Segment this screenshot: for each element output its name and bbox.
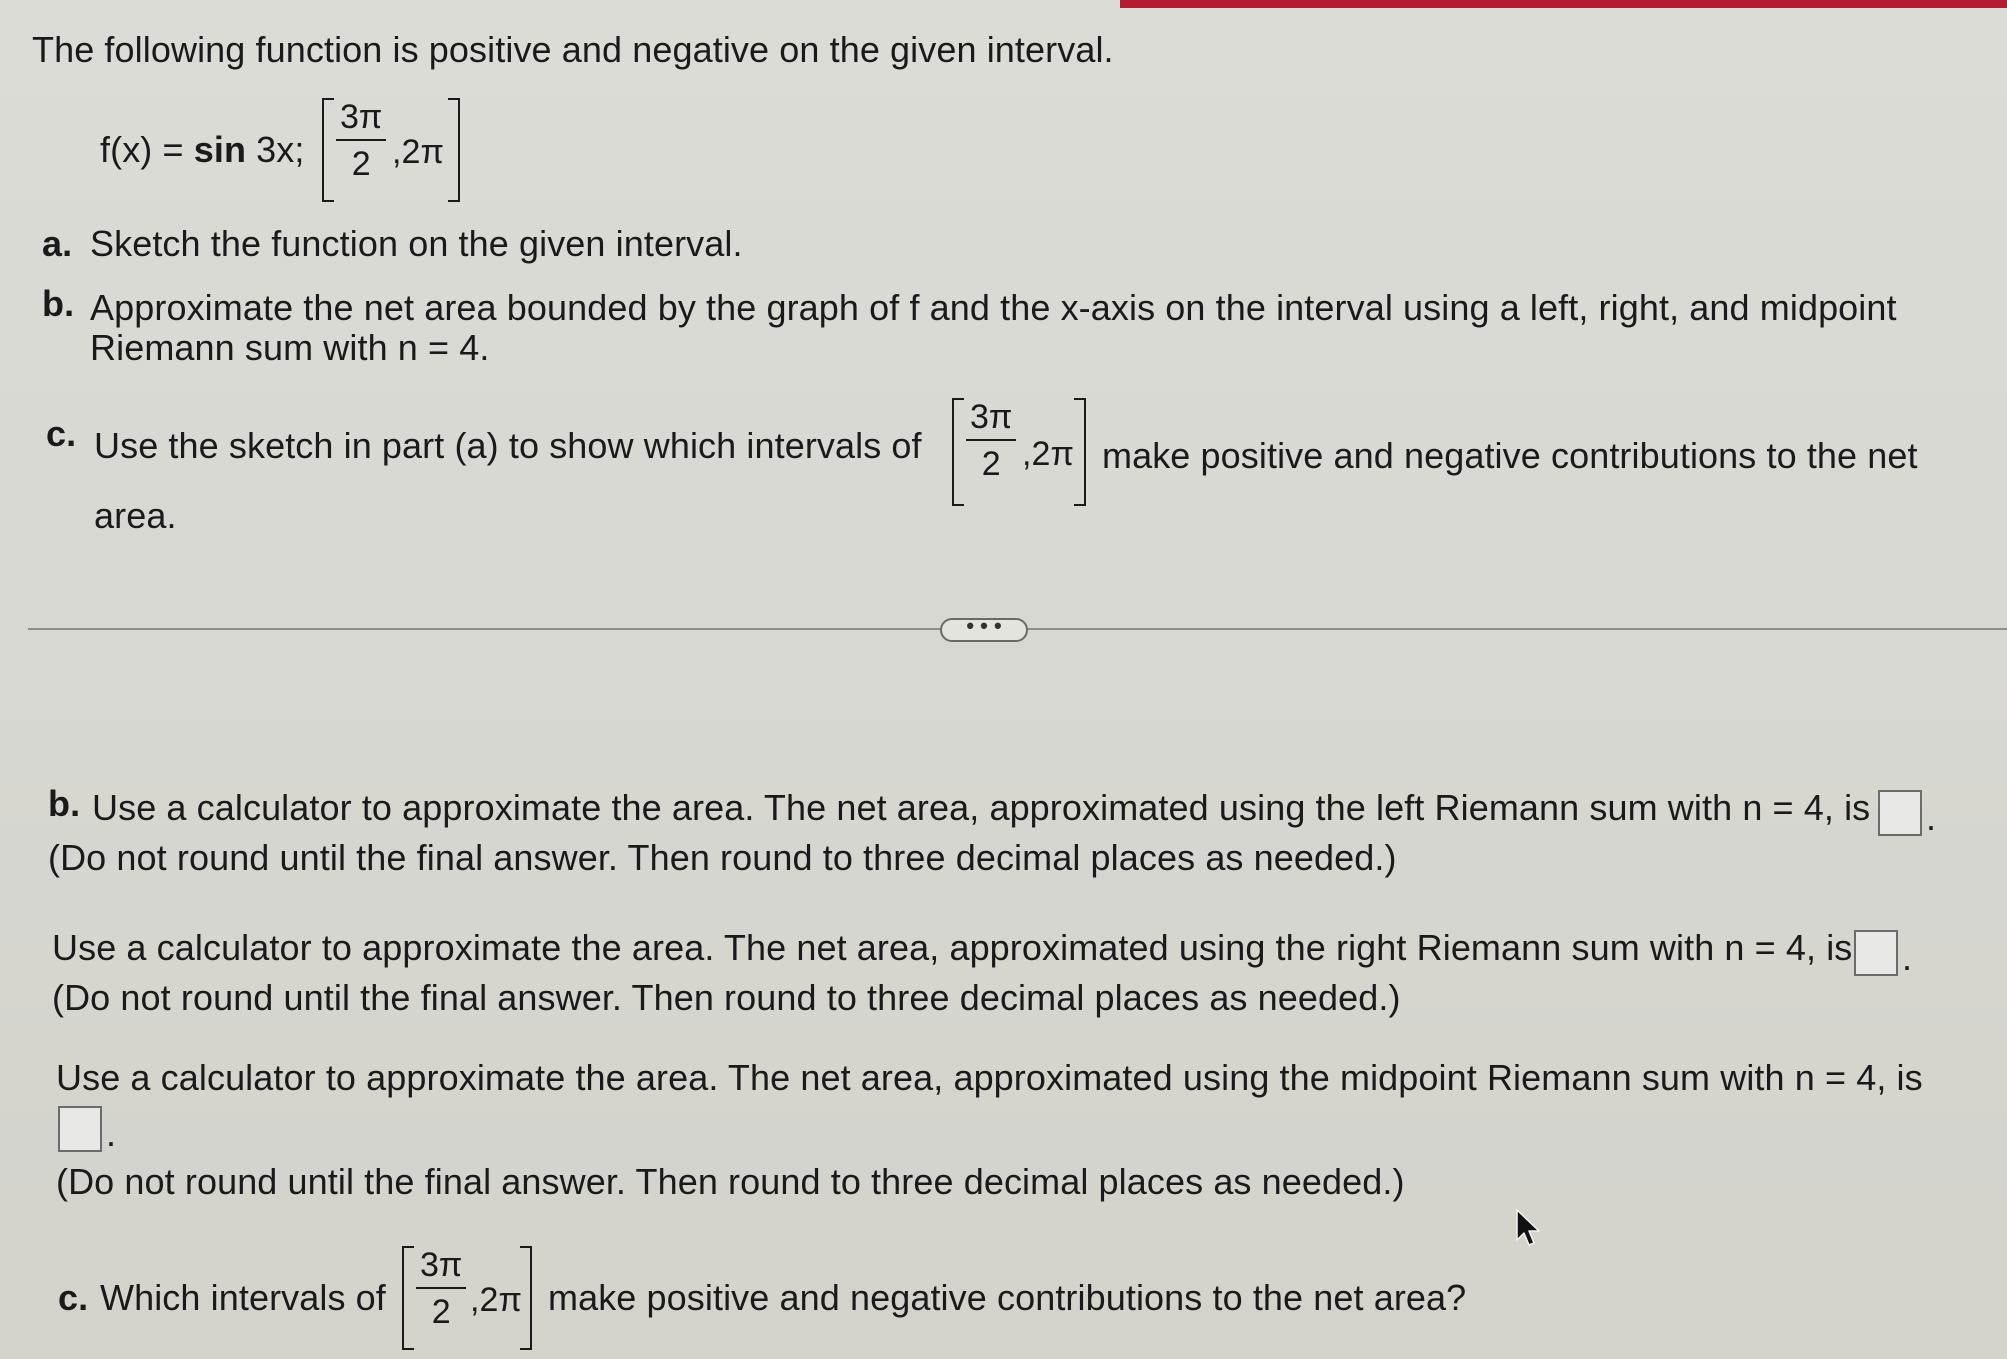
part-b-label: b.	[42, 283, 75, 324]
right-sum-text: Use a calculator to approximate the area. The net area, approximated using the right Riemann sum with n = 4, is	[52, 927, 1853, 968]
part-a-text: Sketch the function on the given interval.	[90, 223, 743, 264]
part-c-fraction	[966, 398, 1016, 484]
part-a-label: a.	[42, 223, 73, 264]
function-lhs: f(x) =	[100, 129, 194, 170]
function-sin: sin	[193, 129, 247, 170]
mid-sum-period: .	[106, 1113, 117, 1154]
answer-c-bracket-left	[402, 1246, 414, 1350]
part-b-line2: Riemann sum with n = 4.	[90, 327, 490, 368]
mid-sum-note: (Do not round until the final answer. Then round to three decimal places as needed.)	[56, 1161, 1405, 1202]
left-sum-period: .	[1926, 797, 1937, 838]
interval-bracket-right	[448, 98, 460, 202]
part-c-numerator: 3π	[966, 398, 1016, 441]
answer-c-bracket-right	[520, 1246, 532, 1350]
right-sum-note: (Do not round until the final answer. Then round to three decimal places as needed.)	[52, 977, 1401, 1018]
right-sum-period: .	[1902, 937, 1913, 978]
part-c-label: c.	[46, 413, 77, 454]
function-definition	[100, 128, 304, 172]
part-c-denominator: 2	[981, 445, 1001, 483]
answer-c-denominator: 2	[431, 1293, 451, 1331]
part-b-line1: Approximate the net area bounded by the graph of f and the x-axis on the interval using a left, right, and midpoint	[90, 287, 1897, 328]
interval-end: ,2π	[392, 133, 445, 171]
answer-c-pre: Which intervals of	[100, 1277, 386, 1318]
function-rhs: 3x;	[246, 129, 305, 170]
interval-denominator: 2	[351, 145, 371, 183]
part-c-bracket-left	[952, 398, 964, 506]
answer-c-fraction	[416, 1246, 466, 1332]
problem-intro: The following function is positive and negative on the given interval.	[32, 29, 1114, 70]
mid-sum-text: Use a calculator to approximate the area. The net area, approximated using the midpoint Riemann sum with n = 4, is	[56, 1057, 1923, 1098]
mid-sum-answer-box[interactable]	[58, 1106, 102, 1152]
top-accent-bar	[1120, 0, 2007, 8]
left-sum-text: Use a calculator to approximate the area. The net area, approximated using the left Riemann sum with n = 4, is	[92, 787, 1871, 828]
part-c-pre: Use the sketch in part (a) to show which intervals of	[94, 425, 922, 466]
right-sum-answer-box[interactable]	[1854, 930, 1898, 976]
answer-c-post: make positive and negative contributions to the net area?	[548, 1277, 1467, 1318]
interval-numerator: 3π	[336, 98, 386, 141]
part-c-bracket-right	[1074, 398, 1086, 506]
answer-c-label: c.	[58, 1277, 89, 1318]
answer-b-label: b.	[48, 783, 81, 824]
interval-bracket-left	[322, 98, 334, 202]
answer-c-interval-end: ,2π	[470, 1281, 523, 1319]
part-c-interval-end: ,2π	[1022, 435, 1075, 473]
part-c-post: make positive and negative contributions to the net	[1102, 435, 1918, 476]
left-sum-answer-box[interactable]	[1878, 790, 1922, 836]
expand-more-button[interactable]: • • •	[940, 618, 1028, 642]
interval-fraction	[336, 98, 386, 184]
left-sum-note: (Do not round until the final answer. Then round to three decimal places as needed.)	[48, 837, 1397, 878]
mouse-pointer-icon	[1515, 1208, 1543, 1248]
answer-c-numerator: 3π	[416, 1246, 466, 1289]
part-c-line2: area.	[94, 495, 177, 536]
